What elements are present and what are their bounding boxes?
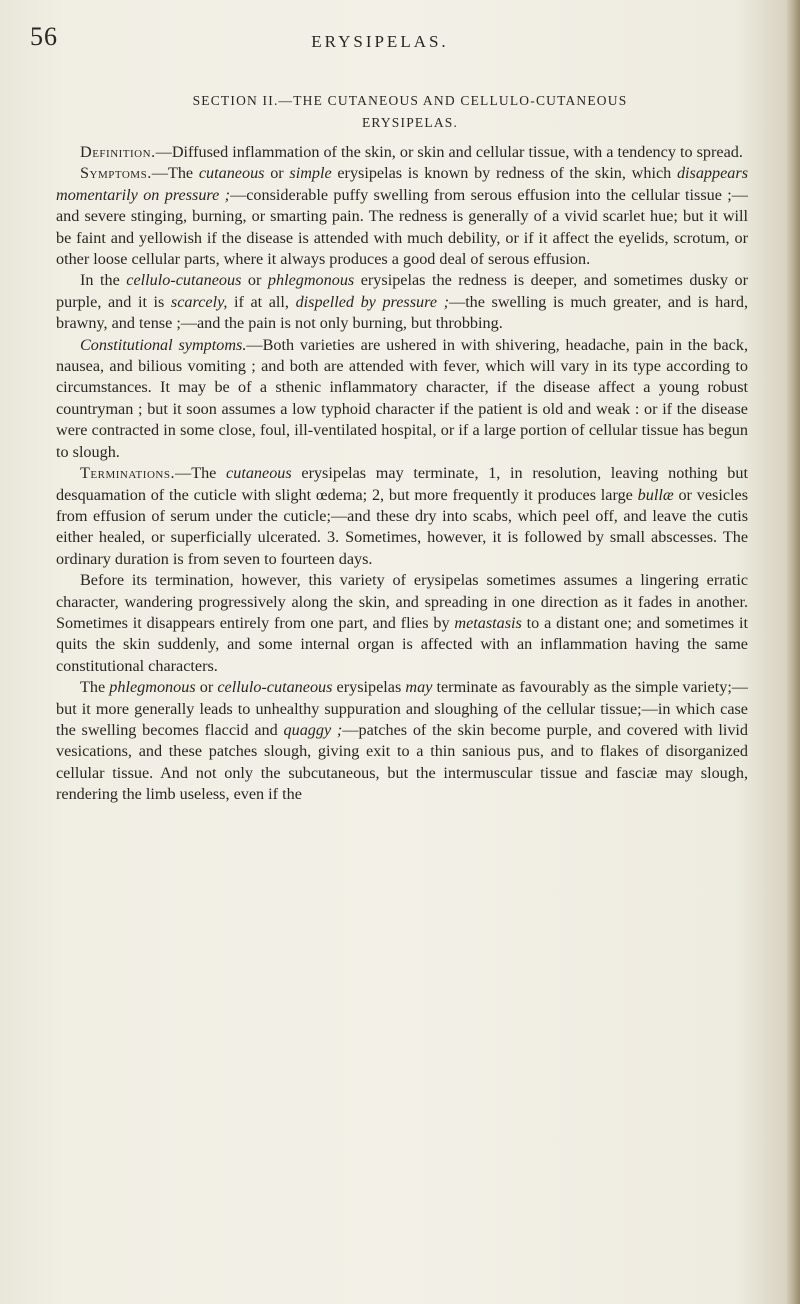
definition-text: —Diffused inflammation of the skin, or skin and cellular tissue, with a tendency to spread. [155,143,743,161]
italic-run: cellulo-cutaneous [126,271,242,290]
section-heading-line-1: SECTION II.—THE CUTANEOUS AND CELLULO-CUTANEOUS [192,93,628,108]
text-run: —considerable puffy swelling from serous effusion into the cellular tissue ;—and severe stinging, burning, or smarting pain. The redness is generally of a vivid scarlet hue; but it will be faint and yellowish if the disease is attended with much debility, or if it affect the eyelids, scrotum, or other loose cellular parts, where it always produces a good deal of serous effusion. [56,185,748,269]
italic-run: cellulo-cutaneous [217,678,333,697]
body-text [56,142,748,806]
text-run: terminate as favourably as the simple variety;—but it more generally leads to unhealthy suppuration and sloughing of the cellular tissue;—in which case the swelling becomes flaccid and [56,678,748,739]
definition-label: Definition. [80,143,156,161]
text-run: or [241,271,268,290]
paragraph-definition [56,142,748,163]
text-run: —Both varieties are ushered in with shivering, headache, pain in the back, nausea, and bilious vomiting ; and both are attended with fever, which will vary in its type according to circumstances. It may be of a sthenic inflammatory character, if the disease affect a young robust countryman ; but it soon assumes a low typhoid character if the patient is old and weak : or if the disease were contracted in some close, foul, ill-ventilated hospital, or if a large portion of cellular tissue has begun to slough. [56,335,748,461]
text-run: or [195,678,218,697]
running-title: ERYSIPELAS. [311,32,449,51]
terminations-label: Terminations. [80,464,175,483]
italic-run: metastasis [454,613,522,632]
italic-run: cutaneous [226,464,292,483]
italic-run: Constitutional symptoms. [80,335,247,354]
text-run: The [80,678,110,697]
symptoms-label: Symptoms. [80,164,152,183]
text-run: erysipelas is known by redness of the skin, which [331,164,677,183]
italic-run: bullæ [637,485,674,504]
page-spine-shadow [786,0,800,1304]
paragraph-before-termination [56,570,748,677]
text-run: —The [151,164,199,183]
section-heading-line-2: ERYSIPELAS. [361,115,459,130]
text-run: or [264,164,290,183]
paragraph-constitutional-symptoms [56,335,748,463]
italic-run: phlegmonous [267,271,355,290]
italic-run: scarcely, [170,292,228,311]
paragraph-phlegmonous [56,677,748,805]
text-run: if at all, [227,292,296,311]
text-run: erysipelas the redness is deeper, and sometimes dusky or purple, and it is [56,271,748,311]
italic-run: may [405,678,433,697]
text-run: In the [80,271,127,290]
italic-run: dispelled by pressure ; [295,292,449,311]
paragraph-symptoms [56,163,748,270]
text-run: erysipelas may terminate, 1, in resolution, leaving nothing but desquamation of the cuticle with slight œdema; 2, but more frequently it produces large [56,464,748,504]
text-run: —The [175,464,227,483]
paragraph-terminations [56,463,748,570]
italic-run: quaggy ; [283,720,343,739]
text-run: erysipelas [332,678,406,697]
italic-run: cutaneous [198,164,265,183]
text-run: Before its termination, however, this variety of erysipelas sometimes assumes a lingering erratic character, wandering progressively along the skin, and spreading in one direction as it fades in another. Sometimes it disappears entirely from one part, and flies by [56,571,748,632]
italic-run: phlegmonous [109,678,196,697]
text-run: —patches of the skin become purple, and covered with livid vesications, and these patches slough, giving exit to a thin sanious pus, and to flakes of disorganized cellular tissue. And not only the subcutaneous, but the intermuscular tissue and fasciæ may slough, rendering the limb useless, even if the [56,720,748,804]
italic-run: simple [289,164,332,183]
page-number: 56 [30,22,58,51]
italic-run: disappears momentarily on pressure ; [56,164,748,204]
text-run: —the swelling is much greater, and is hard, brawny, and tense ;—and the pain is not only burning, but throbbing. [56,292,748,333]
section-heading [70,90,750,134]
paragraph-cellulo-cutaneous [56,270,748,334]
text-run: to a distant one; and sometimes it quits the skin suddenly, and some internal organ is affected with an inflammation having the same constitutional characters. [56,613,748,675]
text-run: or vesicles from effusion of serum under the cuticle;—and these dry into scabs, which peel off, and leave the cutis either healed, or superficially ulcerated. 3. Sometimes, however, it is followed by small abscesses. The ordinary duration is from seven to fourteen days. [56,485,748,568]
